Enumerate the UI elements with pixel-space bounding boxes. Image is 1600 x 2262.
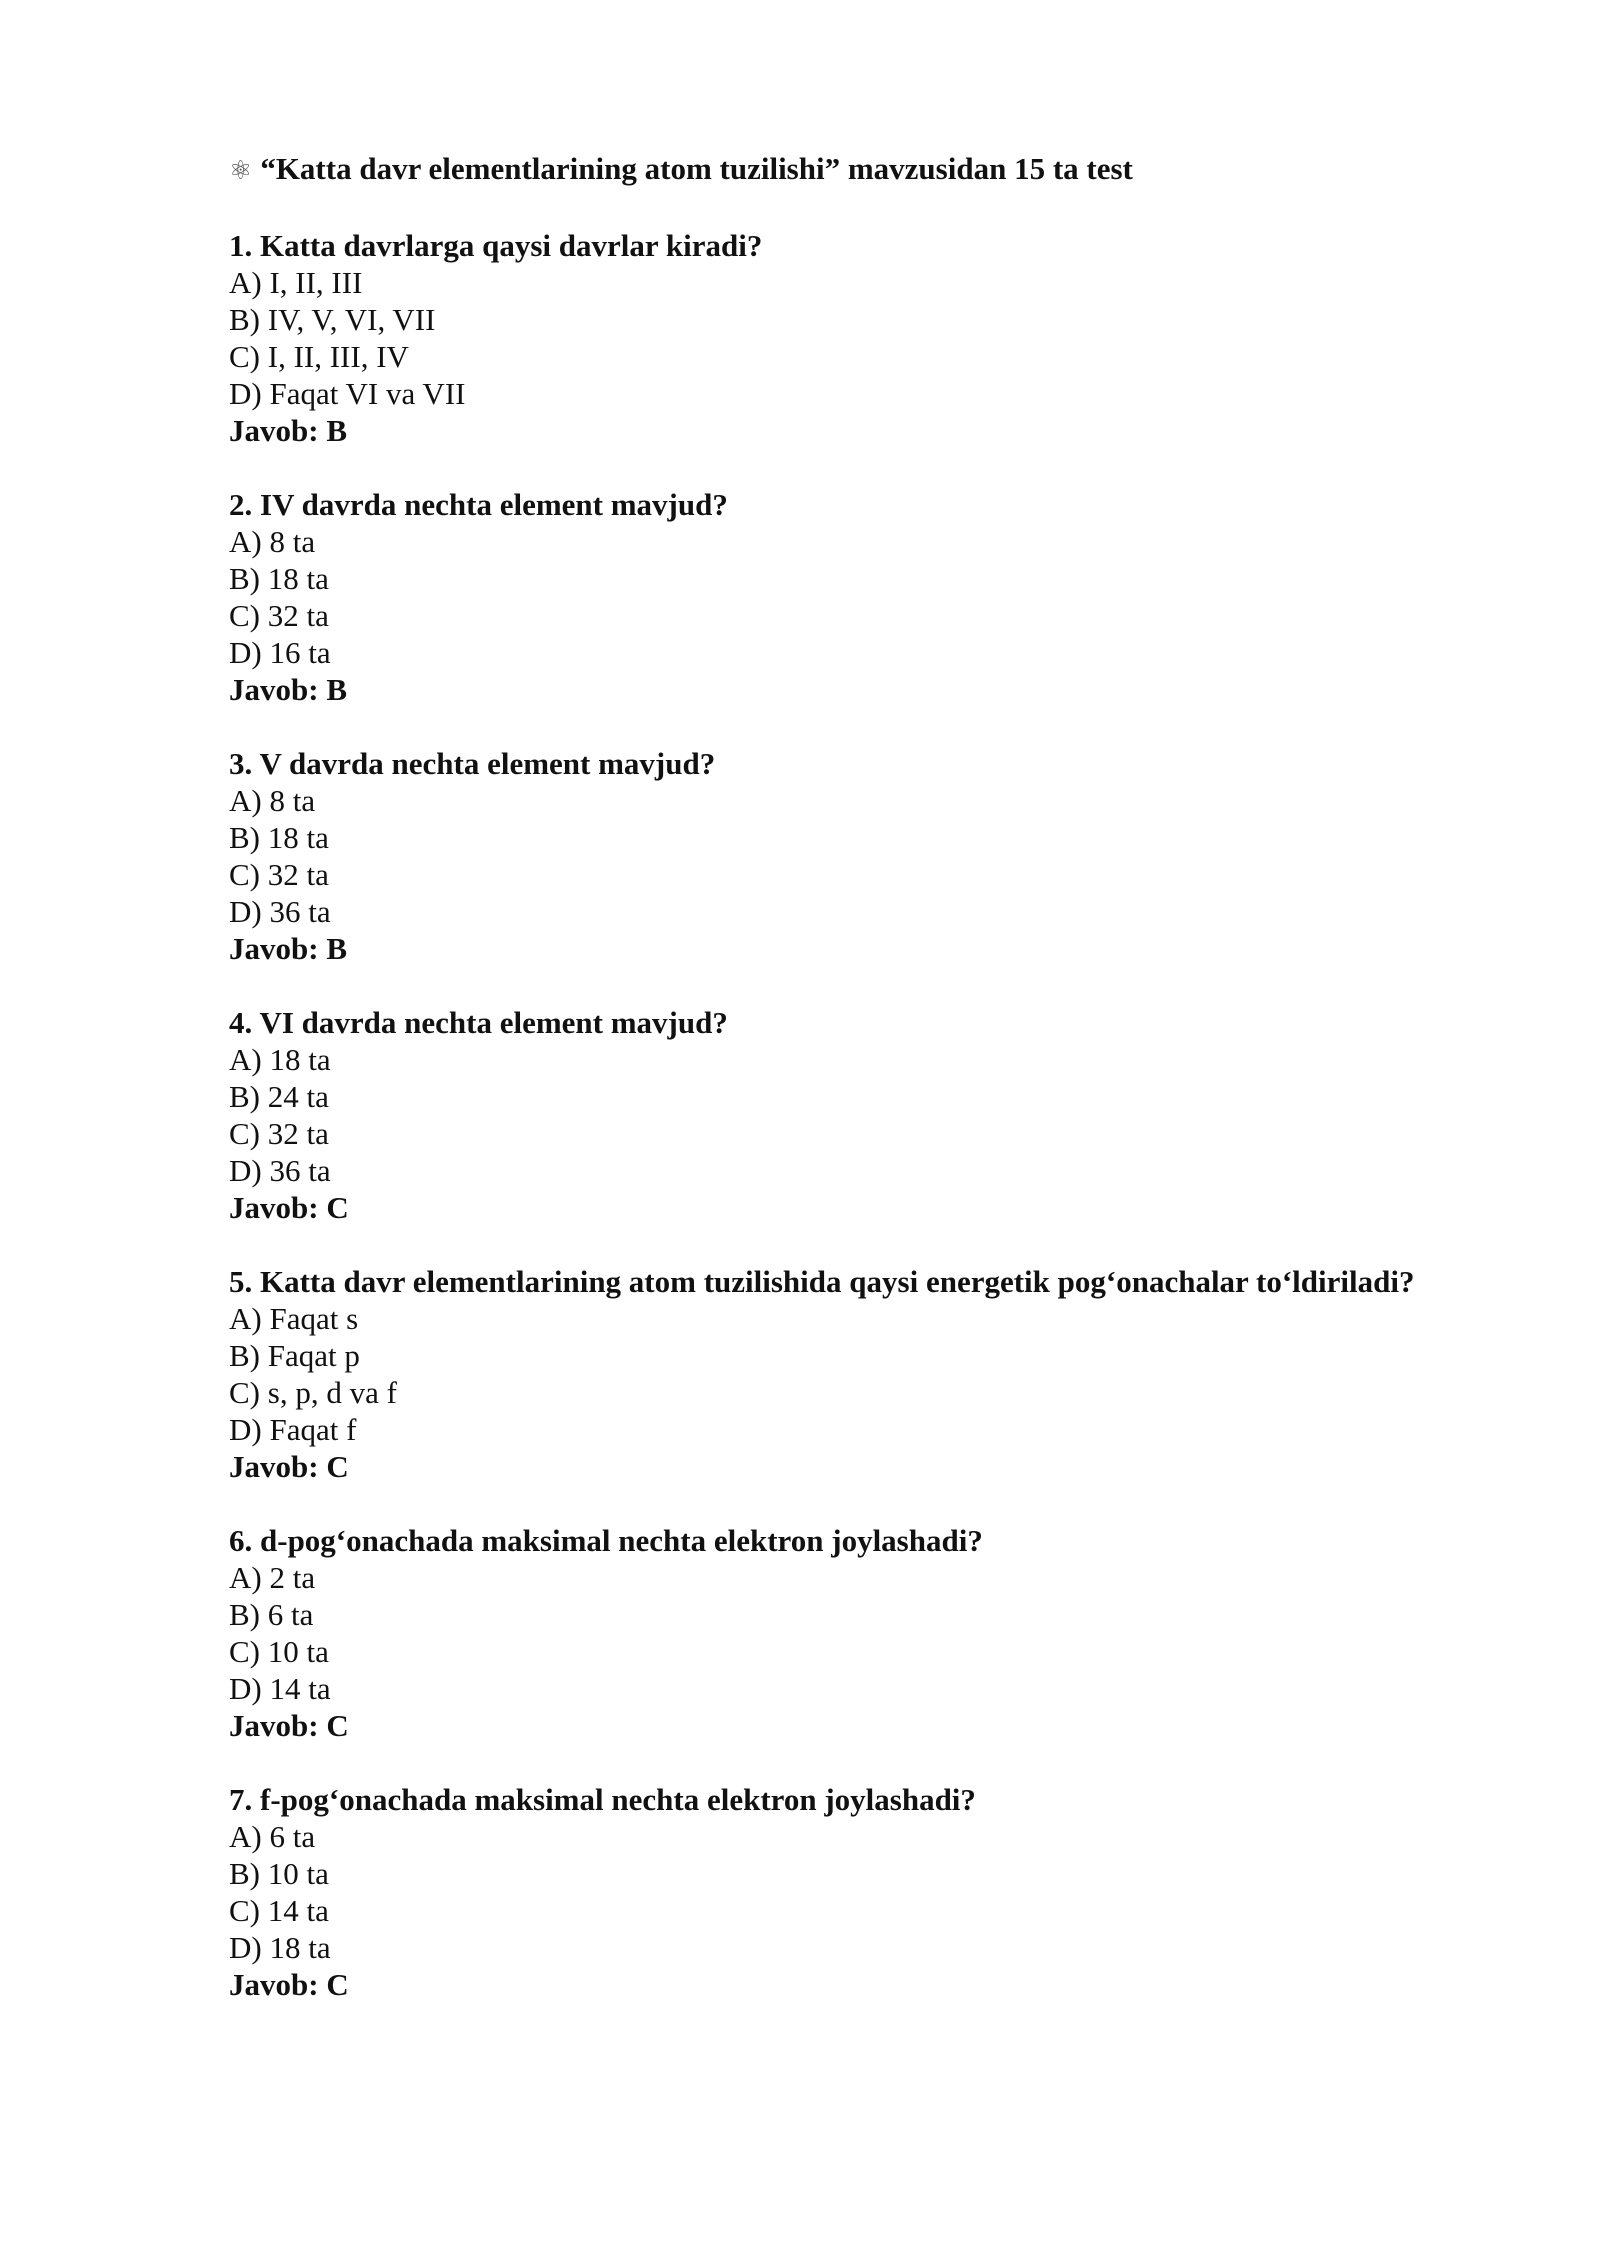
atom-icon: ⚛ <box>229 156 253 186</box>
document-title <box>229 150 1529 190</box>
answer-key: Javob: B <box>229 672 347 707</box>
answer-option: C) 32 ta <box>229 598 329 633</box>
answer-option: C) s, p, d va f <box>229 1375 397 1410</box>
question-text: 5. Katta davr elementlarining atom tuzilishida qaysi energetik pog‘onachalar to‘ldiriladi? <box>229 1264 1415 1299</box>
answer-option: B) 6 ta <box>229 1597 314 1632</box>
answer-option: B) 18 ta <box>229 561 329 596</box>
answer-option: A) I, II, III <box>229 265 363 300</box>
answer-option: D) 16 ta <box>229 635 331 670</box>
answer-option: D) 36 ta <box>229 894 331 929</box>
answer-option: B) 18 ta <box>229 820 329 855</box>
answer-option: C) I, II, III, IV <box>229 339 409 374</box>
question-block <box>229 1781 1529 2003</box>
answer-option: D) 14 ta <box>229 1671 331 1706</box>
answer-option: B) Faqat p <box>229 1338 360 1373</box>
question-text: 6. d-pog‘onachada maksimal nechta elektron joylashadi? <box>229 1523 983 1558</box>
question-text: 4. VI davrda nechta element mavjud? <box>229 1005 728 1040</box>
answer-option: A) 18 ta <box>229 1042 331 1077</box>
answer-key: Javob: B <box>229 413 347 448</box>
answer-option: A) Faqat s <box>229 1301 359 1336</box>
question-block <box>229 1004 1529 1226</box>
answer-option: D) Faqat f <box>229 1412 357 1447</box>
question-list <box>229 227 1529 2003</box>
answer-option: A) 6 ta <box>229 1819 316 1854</box>
question-block <box>229 745 1529 967</box>
question-text: 2. IV davrda nechta element mavjud? <box>229 487 728 522</box>
answer-key: Javob: C <box>229 1449 349 1484</box>
answer-option: A) 2 ta <box>229 1560 316 1595</box>
answer-option: B) 10 ta <box>229 1856 329 1891</box>
answer-option: D) Faqat VI va VII <box>229 376 466 411</box>
question-block <box>229 227 1529 449</box>
answer-option: A) 8 ta <box>229 783 316 818</box>
question-block <box>229 1263 1529 1485</box>
answer-option: D) 36 ta <box>229 1153 331 1188</box>
answer-key: Javob: B <box>229 931 347 966</box>
answer-option: D) 18 ta <box>229 1930 331 1965</box>
document-content <box>229 150 1529 2040</box>
question-text: 1. Katta davrlarga qaysi davrlar kiradi? <box>229 228 763 263</box>
question-text: 3. V davrda nechta element mavjud? <box>229 746 716 781</box>
answer-option: C) 14 ta <box>229 1893 329 1928</box>
question-text: 7. f-pog‘onachada maksimal nechta elektron joylashadi? <box>229 1782 976 1817</box>
answer-option: B) IV, V, VI, VII <box>229 302 436 337</box>
answer-option: C) 32 ta <box>229 1116 329 1151</box>
answer-key: Javob: C <box>229 1967 349 2002</box>
answer-key: Javob: C <box>229 1190 349 1225</box>
answer-option: C) 10 ta <box>229 1634 329 1669</box>
answer-option: B) 24 ta <box>229 1079 329 1114</box>
answer-key: Javob: C <box>229 1708 349 1743</box>
answer-option: A) 8 ta <box>229 524 316 559</box>
question-block <box>229 1522 1529 1744</box>
document-title-text: “Katta davr elementlarining atom tuzilishi” mavzusidan 15 ta test <box>260 151 1133 186</box>
question-block <box>229 486 1529 708</box>
answer-option: C) 32 ta <box>229 857 329 892</box>
